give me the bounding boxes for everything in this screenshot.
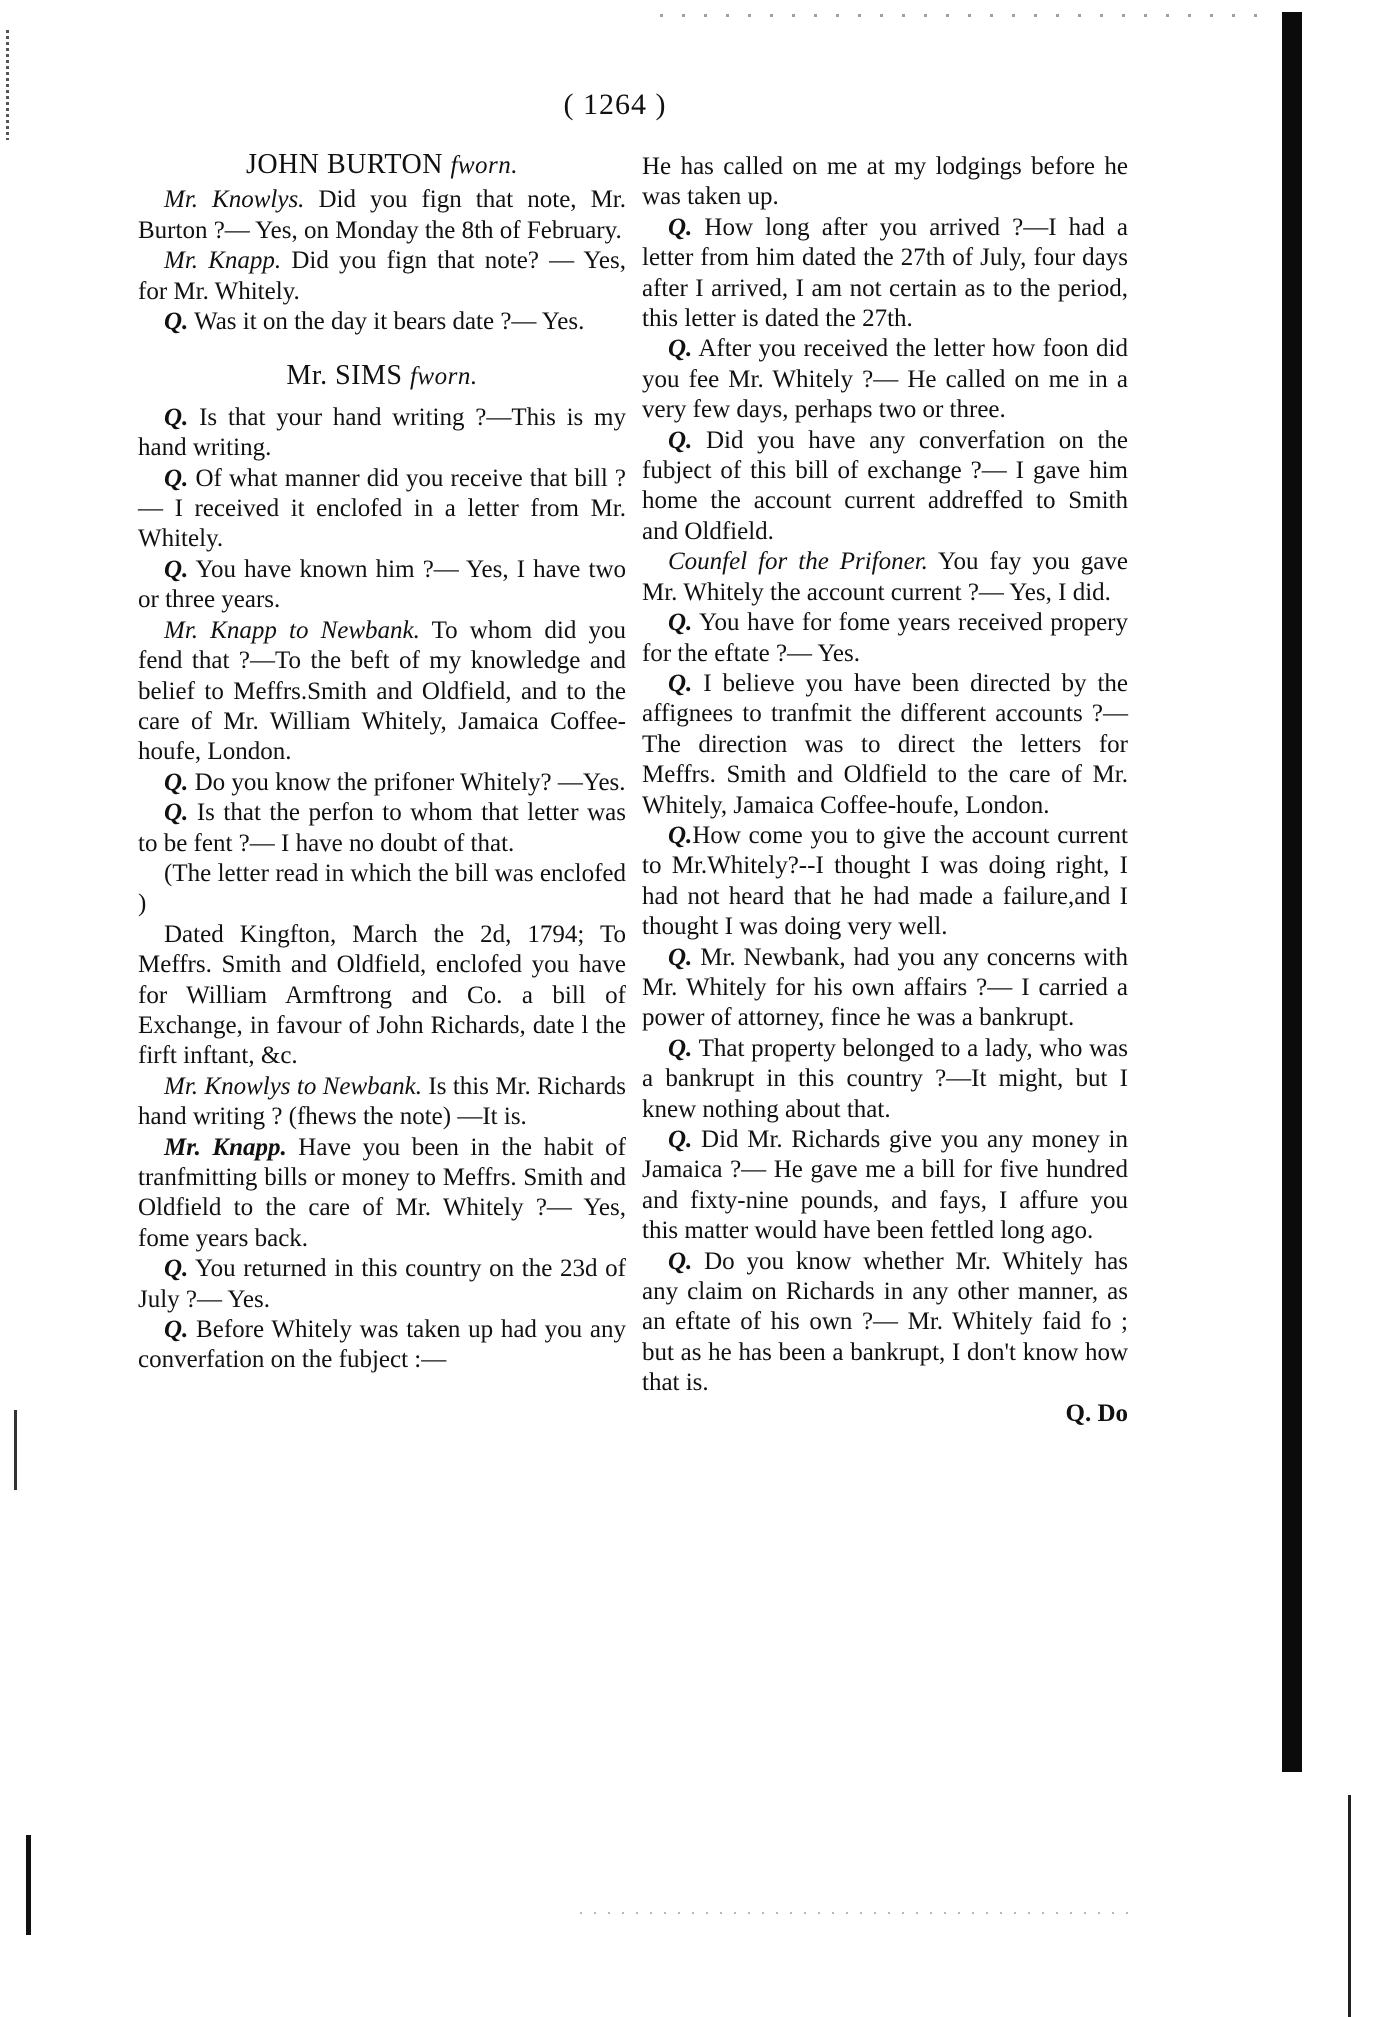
question-mark-label: Q. xyxy=(668,335,693,363)
testimony-paragraph xyxy=(138,307,626,337)
question-mark-label: Q. xyxy=(668,213,693,241)
catchword: Q. Do xyxy=(1065,1399,1128,1427)
testimony-text: You have known him ?— Yes, I have two or three years. xyxy=(138,555,626,614)
testimony-paragraph xyxy=(138,616,626,768)
left-edge-mark xyxy=(14,1410,17,1490)
testimony-paragraph xyxy=(138,185,626,246)
question-mark-label: Q. xyxy=(164,308,189,336)
letter-text: Dated Kingfton, March the 2d, 1794; To Meffrs. Smith and Oldfield, enclofed you have for William Armftrong and Co. a bill of Exchange, in favour of John Richards, date l the firft inftant, &c. xyxy=(138,920,626,1070)
testimony-text: Did you have any converfation on the fubject of this bill of exchange ?— I gave him home the account current addreffed to Smith and Oldfield. xyxy=(642,426,1128,545)
testimony-paragraph xyxy=(642,152,1128,213)
testimony-paragraph xyxy=(138,768,626,798)
page-number: ( 1264 ) xyxy=(563,88,667,121)
testimony-text: After you received the letter how foon did you fee Mr. Whitely ?— He called on me in a very few days, perhaps two or three. xyxy=(642,335,1128,424)
testimony-text: Did Mr. Richards give you any money in Jamaica ?— He gave me a bill for five hundred and fixty-nine pounds, and fays, I affure you this matter would have been fettled long ago. xyxy=(642,1126,1128,1245)
testimony-paragraph xyxy=(138,1072,626,1133)
testimony-paragraph xyxy=(642,608,1128,669)
witness-name: JOHN BURTON xyxy=(245,149,443,180)
testimony-text: You fay you gave Mr. Whitely the account current ?— Yes, I did. xyxy=(642,548,1128,606)
question-mark-label: Q. xyxy=(164,464,189,492)
witness-heading-burton xyxy=(138,150,626,181)
testimony-paragraph xyxy=(642,334,1128,425)
question-mark-label: Q. xyxy=(668,1034,693,1062)
testimony-text: Did you fign that note, Mr. Burton ?— Yes, on Monday the 8th of February. xyxy=(138,186,626,244)
question-mark-label: Q. xyxy=(164,799,189,827)
testimony-text: Did you fign that note? — Yes, for Mr. Whitely. xyxy=(138,247,626,305)
speaker-label: Counfel for the Prifoner. xyxy=(668,548,928,576)
speaker-label: Mr. Knapp. xyxy=(164,247,282,275)
testimony-text: Of what manner did you receive that bill ?— I received it enclofed in a letter from Mr. Whitely. xyxy=(138,464,626,553)
question-mark-label: Q. xyxy=(668,1126,693,1153)
testimony-paragraph xyxy=(138,1133,626,1255)
sworn-label: fworn. xyxy=(409,363,478,391)
sworn-label: fworn. xyxy=(450,152,519,179)
testimony-paragraph xyxy=(642,943,1128,1034)
testimony-text: Mr. Newbank, had you any concerns with Mr. Whitely for his own affairs ?— I carried a power of attorney, fince he was a bankrupt. xyxy=(642,943,1128,1032)
question-mark-label: Q. xyxy=(668,1247,693,1275)
question-mark-label: Q. xyxy=(164,1316,189,1344)
question-mark-label: Q. xyxy=(164,768,189,796)
left-column xyxy=(138,150,626,1376)
question-mark-label: Q. xyxy=(164,555,189,583)
testimony-paragraph xyxy=(642,1247,1128,1399)
binding-shadow-line xyxy=(1348,1795,1351,2017)
testimony-paragraph xyxy=(138,403,626,464)
speaker-label: Mr. Knapp to Newbank. xyxy=(164,616,420,644)
testimony-text: Is that the perfon to whom that letter was to be fent ?— I have no doubt of that. xyxy=(138,799,626,857)
testimony-paragraph xyxy=(138,798,626,859)
question-mark-label: Q. xyxy=(668,426,693,454)
bottom-edge-specks xyxy=(580,1912,1140,1914)
testimony-paragraph xyxy=(138,464,626,555)
testimony-text: Have you been in the habit of tranfmitting bills or money to Meffrs. Smith and Oldfield to the care of Mr. Whitely ?— Yes, fome years back. xyxy=(138,1133,626,1252)
testimony-paragraph xyxy=(642,1125,1128,1247)
testimony-text: Do you know whether Mr. Whitely has any claim on Richards in any other manner, as an eftate of his own ?— Mr. Whitely faid fo ; but as he has been a bankrupt, I don't know how that is. xyxy=(642,1247,1128,1397)
testimony-paragraph xyxy=(642,547,1128,608)
speaker-label: Mr. Knapp. xyxy=(164,1133,287,1161)
question-mark-label: Q. xyxy=(164,403,189,431)
witness-heading-sims xyxy=(138,361,626,392)
binding-shadow-bar xyxy=(1282,12,1302,1772)
testimony-text: How long after you arrived ?—I had a letter from him dated the 27th of July, four days after I arrived, I am not certain as to the period, this letter is dated the 27th. xyxy=(642,213,1128,333)
testimony-paragraph xyxy=(138,246,626,307)
question-mark-label: Q. xyxy=(668,821,693,849)
left-edge-specks xyxy=(6,30,9,140)
testimony-text: Was it on the day it bears date ?— Yes. xyxy=(188,308,585,336)
testimony-paragraph xyxy=(642,213,1128,335)
testimony-paragraph xyxy=(138,555,626,616)
testimony-paragraph xyxy=(138,1254,626,1315)
testimony-text: Before Whitely was taken up had you any converfation on the fubject :— xyxy=(138,1316,626,1374)
testimony-text: You have for fome years received propery for the eftate ?— Yes. xyxy=(642,609,1128,667)
question-mark-label: Q. xyxy=(668,943,693,971)
witness-name: Mr. SIMS xyxy=(286,360,403,392)
testimony-text: To whom did you fend that ?—To the beft of my knowledge and belief to Meffrs.Smith and Oldfield, and to the care of Mr. William Whitely, Jamaica Coffee-houfe, London. xyxy=(138,616,626,766)
testimony-text: Is that your hand writing ?—This is my hand writing. xyxy=(138,403,626,462)
testimony-text: That property belonged to a lady, who was a bankrupt in this country ?—It might, but I knew nothing about that. xyxy=(642,1034,1128,1123)
right-column xyxy=(642,152,1128,1429)
testimony-paragraph xyxy=(138,1315,626,1376)
testimony-paragraph xyxy=(642,821,1128,943)
testimony-text: How come you to give the account current to Mr.Whitely?--I thought I was doing right, I had not heard that he had made a failure,and I thought I was doing very well. xyxy=(642,821,1128,941)
testimony-text: You returned in this country on the 23d of July ?— Yes. xyxy=(138,1255,626,1313)
left-edge-mark-bottom xyxy=(26,1835,31,1935)
testimony-paragraph xyxy=(642,426,1128,548)
testimony-paragraph xyxy=(642,1034,1128,1125)
testimony-text: Do you know the prifoner Whitely? —Yes. xyxy=(188,768,626,796)
question-mark-label: Q. xyxy=(164,1255,189,1283)
speaker-label: Mr. Knowlys. xyxy=(164,186,305,214)
question-mark-label: Q. xyxy=(668,609,693,637)
top-edge-specks xyxy=(660,14,1260,17)
speaker-label: Mr. Knowlys to Newbank. xyxy=(164,1072,423,1100)
testimony-text: Is this Mr. Richards hand writing ? (fhews the note) —It is. xyxy=(138,1072,626,1131)
testimony-paragraph xyxy=(642,669,1128,821)
testimony-text: He has called on me at my lodgings before he was taken up. xyxy=(642,153,1128,211)
letter-note: (The letter read in which the bill was enclofed ) xyxy=(138,859,626,918)
testimony-text: I believe you have been directed by the affignees to tranfmit the different accounts ?—The direction was to direct the letters for Meffrs. Smith and Oldfield to the care of Mr. Whitely, Jamaica Coffee-houfe, London. xyxy=(642,669,1128,819)
question-mark-label: Q. xyxy=(668,669,693,697)
